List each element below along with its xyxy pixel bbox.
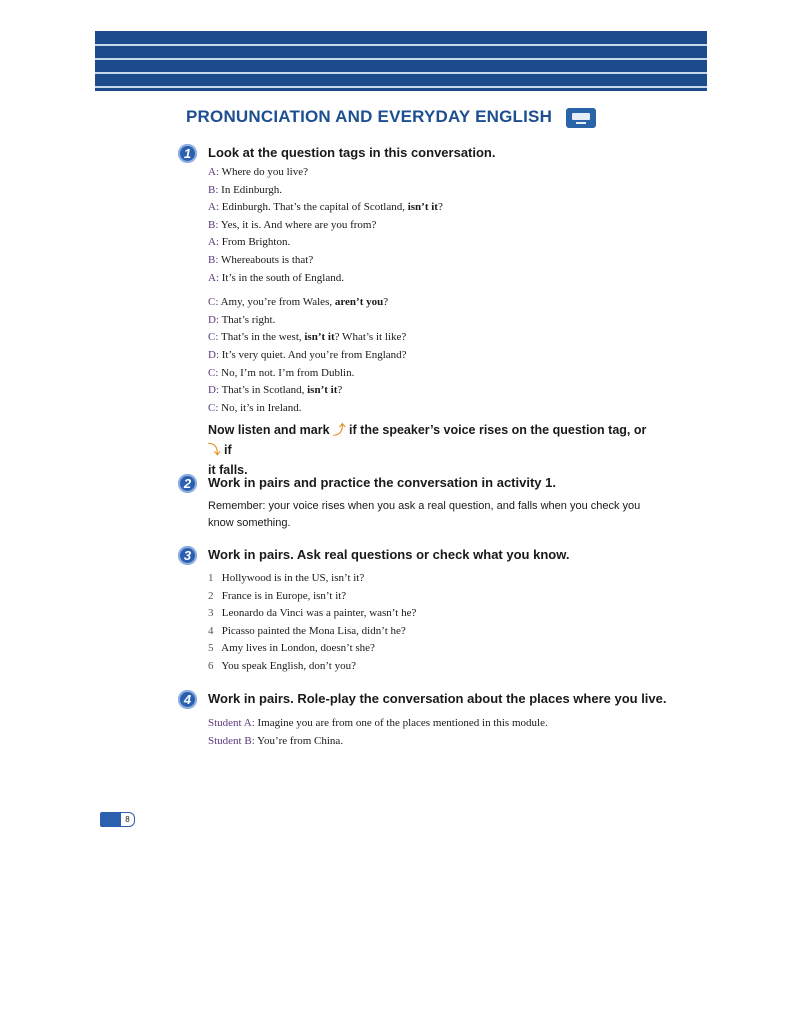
list-item: 2 France is in Europe, isn’t it? (208, 589, 347, 602)
activity-number: 3 (178, 546, 197, 565)
activity-number: 4 (178, 690, 197, 709)
conversation-line: C: That’s in the west, isn’t it? What’s it like? (208, 331, 407, 344)
activity-note: Remember: your voice rises when you ask a real question, and falls when you check you know something. (208, 500, 641, 529)
listen-instruction: Now listen and mark ⤴ if the speaker’s voice rises on the question tag, or ⤵ if it falls. (208, 423, 647, 477)
activity-instruction: Work in pairs and practice the conversation in activity 1. (208, 475, 556, 490)
list-item: 3 Leonardo da Vinci was a painter, wasn’t he? (208, 607, 417, 620)
conversation-line: B: Yes, it is. And where are you from? (208, 218, 377, 231)
question-list (208, 570, 416, 676)
computer-screen-icon (566, 108, 596, 128)
section-title: PRONUNCIATION AND EVERYDAY ENGLISH (186, 107, 553, 126)
page-number-tab (100, 812, 134, 827)
conversation-line: D: That’s in Scotland, isn’t it? (208, 384, 343, 397)
conversation-line: A: It’s in the south of England. (208, 271, 344, 284)
role-play-line: Student A: Imagine you are from one of the places mentioned in this module. (208, 717, 548, 729)
conversation-line: B: In Edinburgh. (208, 183, 283, 196)
conversation-line: C: No, it’s in Ireland. (208, 401, 302, 414)
conversation (208, 164, 443, 417)
list-item: 1 Hollywood is in the US, isn’t it? (208, 572, 365, 584)
header-banner (95, 31, 707, 91)
role-play (208, 715, 548, 750)
list-item: 5 Amy lives in London, doesn’t she? (208, 642, 375, 655)
conversation-line: A: Where do you live? (208, 166, 308, 178)
activity-instruction: Work in pairs. Role-play the conversation about the places where you live. (208, 691, 667, 706)
conversation-line: B: Whereabouts is that? (208, 253, 314, 266)
list-item: 4 Picasso painted the Mona Lisa, didn’t he? (208, 624, 406, 637)
page-number: 8 (120, 812, 135, 827)
conversation-line: A: From Brighton. (208, 236, 291, 249)
conversation-line: D: It’s very quiet. And you’re from England? (208, 348, 407, 361)
role-play-line: Student B: You’re from China. (208, 734, 344, 747)
conversation-line: C: No, I’m not. I’m from Dublin. (208, 366, 355, 379)
activity-number: 1 (178, 144, 197, 163)
falling-arrow-icon: ⤵ (208, 443, 221, 457)
activity-instruction: Look at the question tags in this conversation. (208, 145, 496, 160)
list-item: 6 You speak English, don’t you? (208, 659, 356, 672)
rising-arrow-icon: ⤴ (333, 423, 346, 437)
activity-instruction: Work in pairs. Ask real questions or check what you know. (208, 547, 570, 562)
conversation-line: D: That’s right. (208, 313, 276, 326)
conversation-line: A: Edinburgh. That’s the capital of Scotland, isn’t it? (208, 201, 443, 214)
activity-number: 2 (178, 474, 197, 493)
conversation-line: C: Amy, you’re from Wales, aren’t you? (208, 296, 389, 309)
